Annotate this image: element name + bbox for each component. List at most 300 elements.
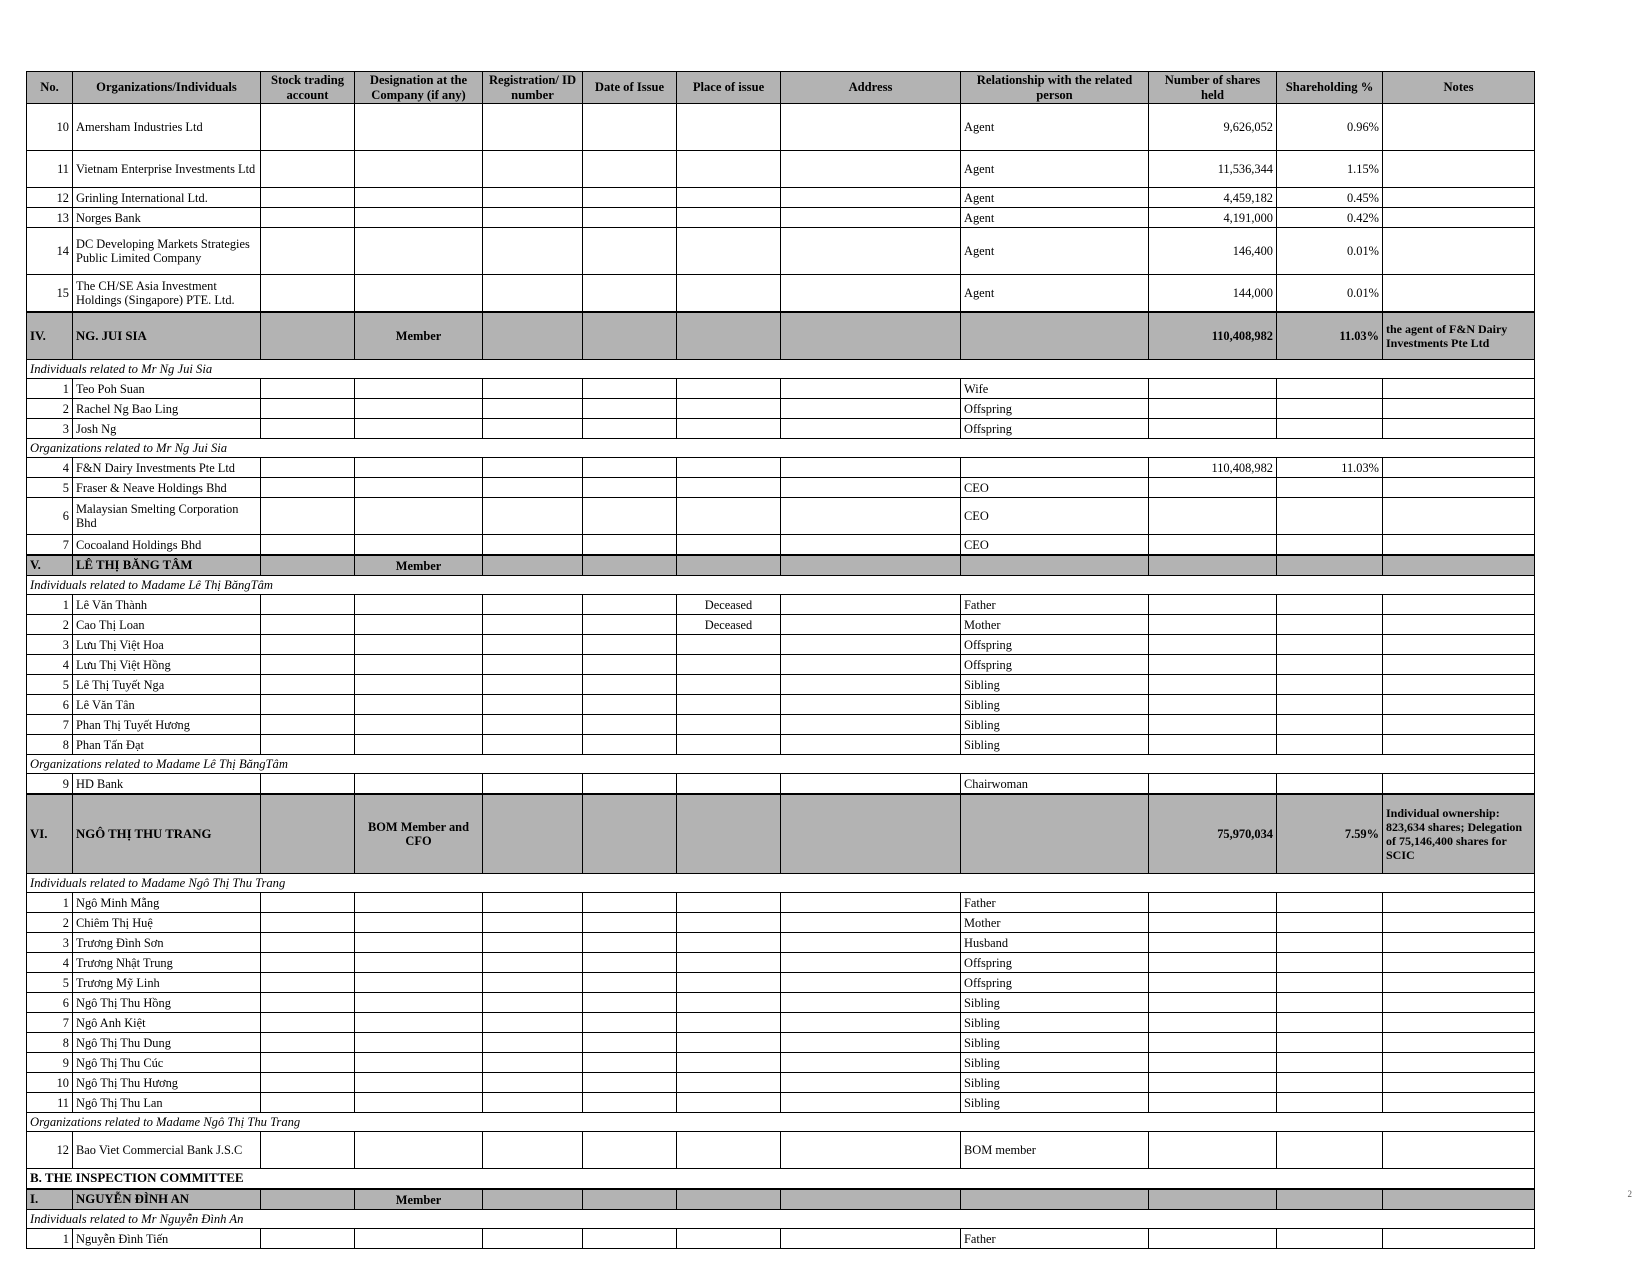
- cell-pct: [1277, 635, 1383, 655]
- related-persons-table: [26, 71, 1535, 1249]
- cell-reg_id: [483, 228, 583, 275]
- cell-designation: BOM Member and CFO: [355, 794, 483, 874]
- cell-notes: [1383, 208, 1535, 228]
- col-header-notes: Notes: [1383, 72, 1535, 104]
- cell-notes: [1383, 228, 1535, 275]
- cell-reg_id: [483, 675, 583, 695]
- cell-notes: [1383, 953, 1535, 973]
- table-row: [27, 615, 1535, 635]
- cell-shares: [1149, 1229, 1277, 1249]
- cell-notes: [1383, 535, 1535, 556]
- cell-place_issue: [677, 953, 781, 973]
- cell-org: DC Developing Markets Strategies Public Limited Company: [73, 228, 261, 275]
- cell-stock_account: [261, 1073, 355, 1093]
- cell-pct: [1277, 419, 1383, 439]
- cell-date_issue: [583, 312, 677, 360]
- cell-stock_account: [261, 208, 355, 228]
- cell-address: [781, 993, 961, 1013]
- table-row: [27, 675, 1535, 695]
- table-row: [27, 188, 1535, 208]
- col-header-stock-account: Stock trading account: [261, 72, 355, 104]
- cell-reg_id: [483, 1189, 583, 1210]
- cell-stock_account: [261, 498, 355, 535]
- cell-org: Nguyễn Đình Tiến: [73, 1229, 261, 1249]
- cell-pct: [1277, 1189, 1383, 1210]
- cell-org: LÊ THỊ BĂNG TÂM: [73, 555, 261, 576]
- cell-shares: 75,970,034: [1149, 794, 1277, 874]
- cell-shares: [1149, 1033, 1277, 1053]
- table-row: [27, 1093, 1535, 1113]
- cell-address: [781, 1093, 961, 1113]
- cell-pct: [1277, 1229, 1383, 1249]
- cell-shares: [1149, 675, 1277, 695]
- cell-designation: [355, 208, 483, 228]
- cell-stock_account: [261, 973, 355, 993]
- cell-relationship: Sibling: [961, 715, 1149, 735]
- cell-stock_account: [261, 635, 355, 655]
- cell-place_issue: [677, 1073, 781, 1093]
- cell-date_issue: [583, 635, 677, 655]
- table-row: [27, 893, 1535, 913]
- cell-designation: [355, 1013, 483, 1033]
- cell-date_issue: [583, 275, 677, 313]
- cell-date_issue: [583, 208, 677, 228]
- cell-no: 4: [27, 458, 73, 478]
- cell-date_issue: [583, 1189, 677, 1210]
- cell-stock_account: [261, 1013, 355, 1033]
- cell-no: 3: [27, 933, 73, 953]
- cell-org: Cocoaland Holdings Bhd: [73, 535, 261, 556]
- cell-shares: [1149, 1013, 1277, 1033]
- cell-no: 7: [27, 715, 73, 735]
- cell-org: Trương Nhật Trung: [73, 953, 261, 973]
- cell-address: [781, 635, 961, 655]
- cell-stock_account: [261, 1229, 355, 1249]
- cell-pct: [1277, 893, 1383, 913]
- cell-stock_account: [261, 399, 355, 419]
- cell-org: Trương Mỹ Linh: [73, 973, 261, 993]
- cell-no: V.: [27, 555, 73, 576]
- cell-address: [781, 275, 961, 313]
- cell-stock_account: [261, 104, 355, 151]
- group-label-row: [27, 874, 1535, 893]
- cell-reg_id: [483, 478, 583, 498]
- cell-stock_account: [261, 228, 355, 275]
- cell-no: 7: [27, 535, 73, 556]
- cell-relationship: [961, 1189, 1149, 1210]
- cell-place_issue: [677, 735, 781, 755]
- cell-address: [781, 458, 961, 478]
- cell-place_issue: [677, 535, 781, 556]
- cell-address: [781, 399, 961, 419]
- cell-designation: [355, 419, 483, 439]
- cell-org: Lê Thị Tuyết Nga: [73, 675, 261, 695]
- cell-notes: [1383, 1013, 1535, 1033]
- cell-reg_id: [483, 555, 583, 576]
- cell-relationship: Sibling: [961, 735, 1149, 755]
- cell-date_issue: [583, 458, 677, 478]
- cell-address: [781, 794, 961, 874]
- cell-org: Malaysian Smelting Corporation Bhd: [73, 498, 261, 535]
- cell-no: 6: [27, 695, 73, 715]
- cell-notes: [1383, 419, 1535, 439]
- cell-pct: 7.59%: [1277, 794, 1383, 874]
- cell-shares: [1149, 1053, 1277, 1073]
- cell-reg_id: [483, 104, 583, 151]
- cell-relationship: Sibling: [961, 1053, 1149, 1073]
- cell-no: 1: [27, 1229, 73, 1249]
- cell-address: [781, 379, 961, 399]
- cell-date_issue: [583, 893, 677, 913]
- table-row: [27, 535, 1535, 556]
- cell-address: [781, 478, 961, 498]
- cell-shares: [1149, 535, 1277, 556]
- col-header-relationship: Relationship with the related person: [961, 72, 1149, 104]
- group-label-row: [27, 1113, 1535, 1132]
- cell-address: [781, 1229, 961, 1249]
- cell-pct: [1277, 535, 1383, 556]
- cell-relationship: CEO: [961, 498, 1149, 535]
- cell-address: [781, 498, 961, 535]
- col-header-org: Organizations/Individuals: [73, 72, 261, 104]
- cell-relationship: Agent: [961, 208, 1149, 228]
- cell-shares: [1149, 893, 1277, 913]
- table-row: [27, 595, 1535, 615]
- cell-relationship: Offspring: [961, 655, 1149, 675]
- cell-pct: [1277, 913, 1383, 933]
- table-row: [27, 1229, 1535, 1249]
- group-label: Organizations related to Mr Ng Jui Sia: [27, 439, 1535, 458]
- cell-place_issue: [677, 275, 781, 313]
- section-row: [27, 555, 1535, 576]
- cell-reg_id: [483, 735, 583, 755]
- cell-relationship: Chairwoman: [961, 774, 1149, 795]
- cell-place_issue: [677, 913, 781, 933]
- cell-designation: [355, 774, 483, 795]
- col-header-date-issue: Date of Issue: [583, 72, 677, 104]
- cell-address: [781, 1033, 961, 1053]
- cell-designation: Member: [355, 555, 483, 576]
- cell-no: I.: [27, 1189, 73, 1210]
- cell-designation: [355, 399, 483, 419]
- cell-pct: [1277, 675, 1383, 695]
- cell-org: Lưu Thị Việt Hoa: [73, 635, 261, 655]
- col-header-shares: Number of shares held: [1149, 72, 1277, 104]
- cell-relationship: Agent: [961, 104, 1149, 151]
- cell-date_issue: [583, 615, 677, 635]
- cell-no: 4: [27, 953, 73, 973]
- group-label: Individuals related to Madame Lê Thị BăngTâm: [27, 576, 1535, 595]
- table-row: [27, 1013, 1535, 1033]
- cell-org: Ngô Thị Thu Cúc: [73, 1053, 261, 1073]
- cell-place_issue: [677, 933, 781, 953]
- cell-stock_account: [261, 535, 355, 556]
- cell-shares: 146,400: [1149, 228, 1277, 275]
- cell-place_issue: [677, 379, 781, 399]
- cell-pct: 0.01%: [1277, 275, 1383, 313]
- cell-reg_id: [483, 933, 583, 953]
- cell-no: 11: [27, 1093, 73, 1113]
- cell-notes: [1383, 555, 1535, 576]
- group-label-row: [27, 1210, 1535, 1229]
- cell-relationship: [961, 794, 1149, 874]
- cell-relationship: Agent: [961, 275, 1149, 313]
- cell-shares: [1149, 913, 1277, 933]
- section-row: [27, 312, 1535, 360]
- cell-reg_id: [483, 1132, 583, 1169]
- cell-pct: [1277, 1033, 1383, 1053]
- cell-designation: [355, 478, 483, 498]
- cell-stock_account: [261, 478, 355, 498]
- cell-date_issue: [583, 535, 677, 556]
- cell-pct: 0.96%: [1277, 104, 1383, 151]
- cell-pct: [1277, 655, 1383, 675]
- cell-date_issue: [583, 478, 677, 498]
- cell-address: [781, 188, 961, 208]
- cell-pct: [1277, 993, 1383, 1013]
- cell-stock_account: [261, 1093, 355, 1113]
- table-row: [27, 228, 1535, 275]
- cell-pct: [1277, 774, 1383, 795]
- cell-designation: [355, 893, 483, 913]
- cell-notes: [1383, 1053, 1535, 1073]
- cell-place_issue: [677, 1053, 781, 1073]
- cell-org: Ngô Anh Kiệt: [73, 1013, 261, 1033]
- cell-relationship: Wife: [961, 379, 1149, 399]
- cell-place_issue: [677, 655, 781, 675]
- cell-relationship: Sibling: [961, 1013, 1149, 1033]
- cell-relationship: Sibling: [961, 1073, 1149, 1093]
- cell-designation: [355, 104, 483, 151]
- cell-org: Teo Poh Suan: [73, 379, 261, 399]
- cell-pct: [1277, 1013, 1383, 1033]
- cell-shares: [1149, 715, 1277, 735]
- cell-place_issue: [677, 188, 781, 208]
- cell-notes: [1383, 933, 1535, 953]
- cell-designation: [355, 1073, 483, 1093]
- cell-designation: [355, 913, 483, 933]
- cell-pct: [1277, 399, 1383, 419]
- cell-designation: [355, 535, 483, 556]
- cell-address: [781, 1132, 961, 1169]
- cell-shares: 110,408,982: [1149, 458, 1277, 478]
- cell-address: [781, 774, 961, 795]
- cell-address: [781, 933, 961, 953]
- cell-place_issue: [677, 458, 781, 478]
- cell-no: 5: [27, 973, 73, 993]
- cell-place_issue: [677, 104, 781, 151]
- table-row: [27, 399, 1535, 419]
- cell-org: Ngô Thị Thu Lan: [73, 1093, 261, 1113]
- cell-stock_account: [261, 1053, 355, 1073]
- cell-place_issue: [677, 635, 781, 655]
- cell-notes: [1383, 151, 1535, 188]
- cell-address: [781, 695, 961, 715]
- cell-place_issue: [677, 993, 781, 1013]
- cell-org: Ngô Minh Mẵng: [73, 893, 261, 913]
- cell-shares: [1149, 555, 1277, 576]
- cell-org: Trương Đình Sơn: [73, 933, 261, 953]
- cell-address: [781, 312, 961, 360]
- cell-shares: [1149, 1093, 1277, 1113]
- table-row: [27, 635, 1535, 655]
- cell-notes: [1383, 399, 1535, 419]
- cell-stock_account: [261, 794, 355, 874]
- cell-stock_account: [261, 1033, 355, 1053]
- cell-date_issue: [583, 399, 677, 419]
- cell-org: Vietnam Enterprise Investments Ltd: [73, 151, 261, 188]
- cell-reg_id: [483, 399, 583, 419]
- group-label-row: [27, 576, 1535, 595]
- table-header: [27, 72, 1535, 104]
- cell-notes: [1383, 1132, 1535, 1169]
- cell-notes: Individual ownership: 823,634 shares; Delegation of 75,146,400 shares for SCIC: [1383, 794, 1535, 874]
- cell-pct: [1277, 953, 1383, 973]
- cell-no: 5: [27, 478, 73, 498]
- cell-date_issue: [583, 1013, 677, 1033]
- cell-relationship: Sibling: [961, 675, 1149, 695]
- cell-date_issue: [583, 1093, 677, 1113]
- table-row: [27, 655, 1535, 675]
- cell-reg_id: [483, 151, 583, 188]
- cell-relationship: CEO: [961, 478, 1149, 498]
- table-row: [27, 498, 1535, 535]
- col-header-no: No.: [27, 72, 73, 104]
- cell-notes: [1383, 595, 1535, 615]
- cell-relationship: Mother: [961, 615, 1149, 635]
- cell-date_issue: [583, 419, 677, 439]
- cell-address: [781, 973, 961, 993]
- cell-shares: [1149, 1132, 1277, 1169]
- cell-relationship: Sibling: [961, 993, 1149, 1013]
- cell-designation: [355, 973, 483, 993]
- cell-no: 8: [27, 1033, 73, 1053]
- cell-notes: [1383, 913, 1535, 933]
- cell-org: Ngô Thị Thu Hồng: [73, 993, 261, 1013]
- cell-stock_account: [261, 419, 355, 439]
- cell-notes: [1383, 1189, 1535, 1210]
- cell-date_issue: [583, 675, 677, 695]
- cell-notes: [1383, 1093, 1535, 1113]
- cell-date_issue: [583, 104, 677, 151]
- cell-relationship: [961, 555, 1149, 576]
- group-label: Organizations related to Madame Ngô Thị Thu Trang: [27, 1113, 1535, 1132]
- table-row: [27, 1053, 1535, 1073]
- cell-notes: [1383, 498, 1535, 535]
- cell-org: Rachel Ng Bao Ling: [73, 399, 261, 419]
- cell-notes: [1383, 275, 1535, 313]
- cell-designation: [355, 498, 483, 535]
- cell-notes: [1383, 188, 1535, 208]
- cell-date_issue: [583, 1229, 677, 1249]
- cell-address: [781, 535, 961, 556]
- cell-relationship: Sibling: [961, 1093, 1149, 1113]
- cell-place_issue: [677, 1013, 781, 1033]
- cell-relationship: Mother: [961, 913, 1149, 933]
- cell-address: [781, 1189, 961, 1210]
- cell-relationship: Husband: [961, 933, 1149, 953]
- cell-no: 9: [27, 1053, 73, 1073]
- cell-place_issue: [677, 1132, 781, 1169]
- group-label: Individuals related to Mr Ng Jui Sia: [27, 360, 1535, 379]
- cell-date_issue: [583, 595, 677, 615]
- cell-place_issue: Deceased: [677, 615, 781, 635]
- cell-notes: [1383, 1033, 1535, 1053]
- cell-no: 9: [27, 774, 73, 795]
- cell-no: 1: [27, 379, 73, 399]
- cell-org: Norges Bank: [73, 208, 261, 228]
- cell-notes: [1383, 458, 1535, 478]
- table-row: [27, 774, 1535, 795]
- cell-pct: 0.45%: [1277, 188, 1383, 208]
- cell-stock_account: [261, 893, 355, 913]
- cell-reg_id: [483, 1073, 583, 1093]
- cell-shares: [1149, 655, 1277, 675]
- cell-place_issue: [677, 893, 781, 913]
- cell-reg_id: [483, 655, 583, 675]
- cell-notes: [1383, 655, 1535, 675]
- cell-designation: [355, 695, 483, 715]
- group-label-row: [27, 439, 1535, 458]
- cell-designation: [355, 188, 483, 208]
- cell-stock_account: [261, 595, 355, 615]
- cell-reg_id: [483, 774, 583, 795]
- cell-address: [781, 104, 961, 151]
- cell-reg_id: [483, 595, 583, 615]
- cell-address: [781, 675, 961, 695]
- cell-org: Chiêm Thị Huệ: [73, 913, 261, 933]
- table-row: [27, 1132, 1535, 1169]
- cell-notes: [1383, 379, 1535, 399]
- cell-relationship: [961, 312, 1149, 360]
- cell-date_issue: [583, 188, 677, 208]
- cell-pct: [1277, 555, 1383, 576]
- page-number: 2: [1627, 1189, 1632, 1199]
- section-row: [27, 1189, 1535, 1210]
- cell-org: NGÔ THỊ THU TRANG: [73, 794, 261, 874]
- cell-reg_id: [483, 973, 583, 993]
- cell-stock_account: [261, 655, 355, 675]
- cell-no: 5: [27, 675, 73, 695]
- cell-no: 1: [27, 893, 73, 913]
- cell-stock_account: [261, 913, 355, 933]
- table-row: [27, 913, 1535, 933]
- cell-date_issue: [583, 655, 677, 675]
- cell-date_issue: [583, 913, 677, 933]
- cell-reg_id: [483, 1093, 583, 1113]
- cell-no: 2: [27, 913, 73, 933]
- cell-no: 12: [27, 1132, 73, 1169]
- cell-pct: 0.01%: [1277, 228, 1383, 275]
- cell-place_issue: [677, 794, 781, 874]
- cell-relationship: CEO: [961, 535, 1149, 556]
- cell-stock_account: [261, 555, 355, 576]
- cell-address: [781, 228, 961, 275]
- cell-place_issue: Deceased: [677, 595, 781, 615]
- table-row: [27, 953, 1535, 973]
- cell-no: 7: [27, 1013, 73, 1033]
- cell-address: [781, 1013, 961, 1033]
- cell-no: 1: [27, 595, 73, 615]
- cell-relationship: Offspring: [961, 635, 1149, 655]
- cell-notes: [1383, 1073, 1535, 1093]
- cell-reg_id: [483, 1013, 583, 1033]
- cell-org: Phan Thị Tuyết Hương: [73, 715, 261, 735]
- cell-date_issue: [583, 953, 677, 973]
- cell-pct: [1277, 695, 1383, 715]
- cell-pct: [1277, 1093, 1383, 1113]
- col-header-reg-id: Registration/ ID number: [483, 72, 583, 104]
